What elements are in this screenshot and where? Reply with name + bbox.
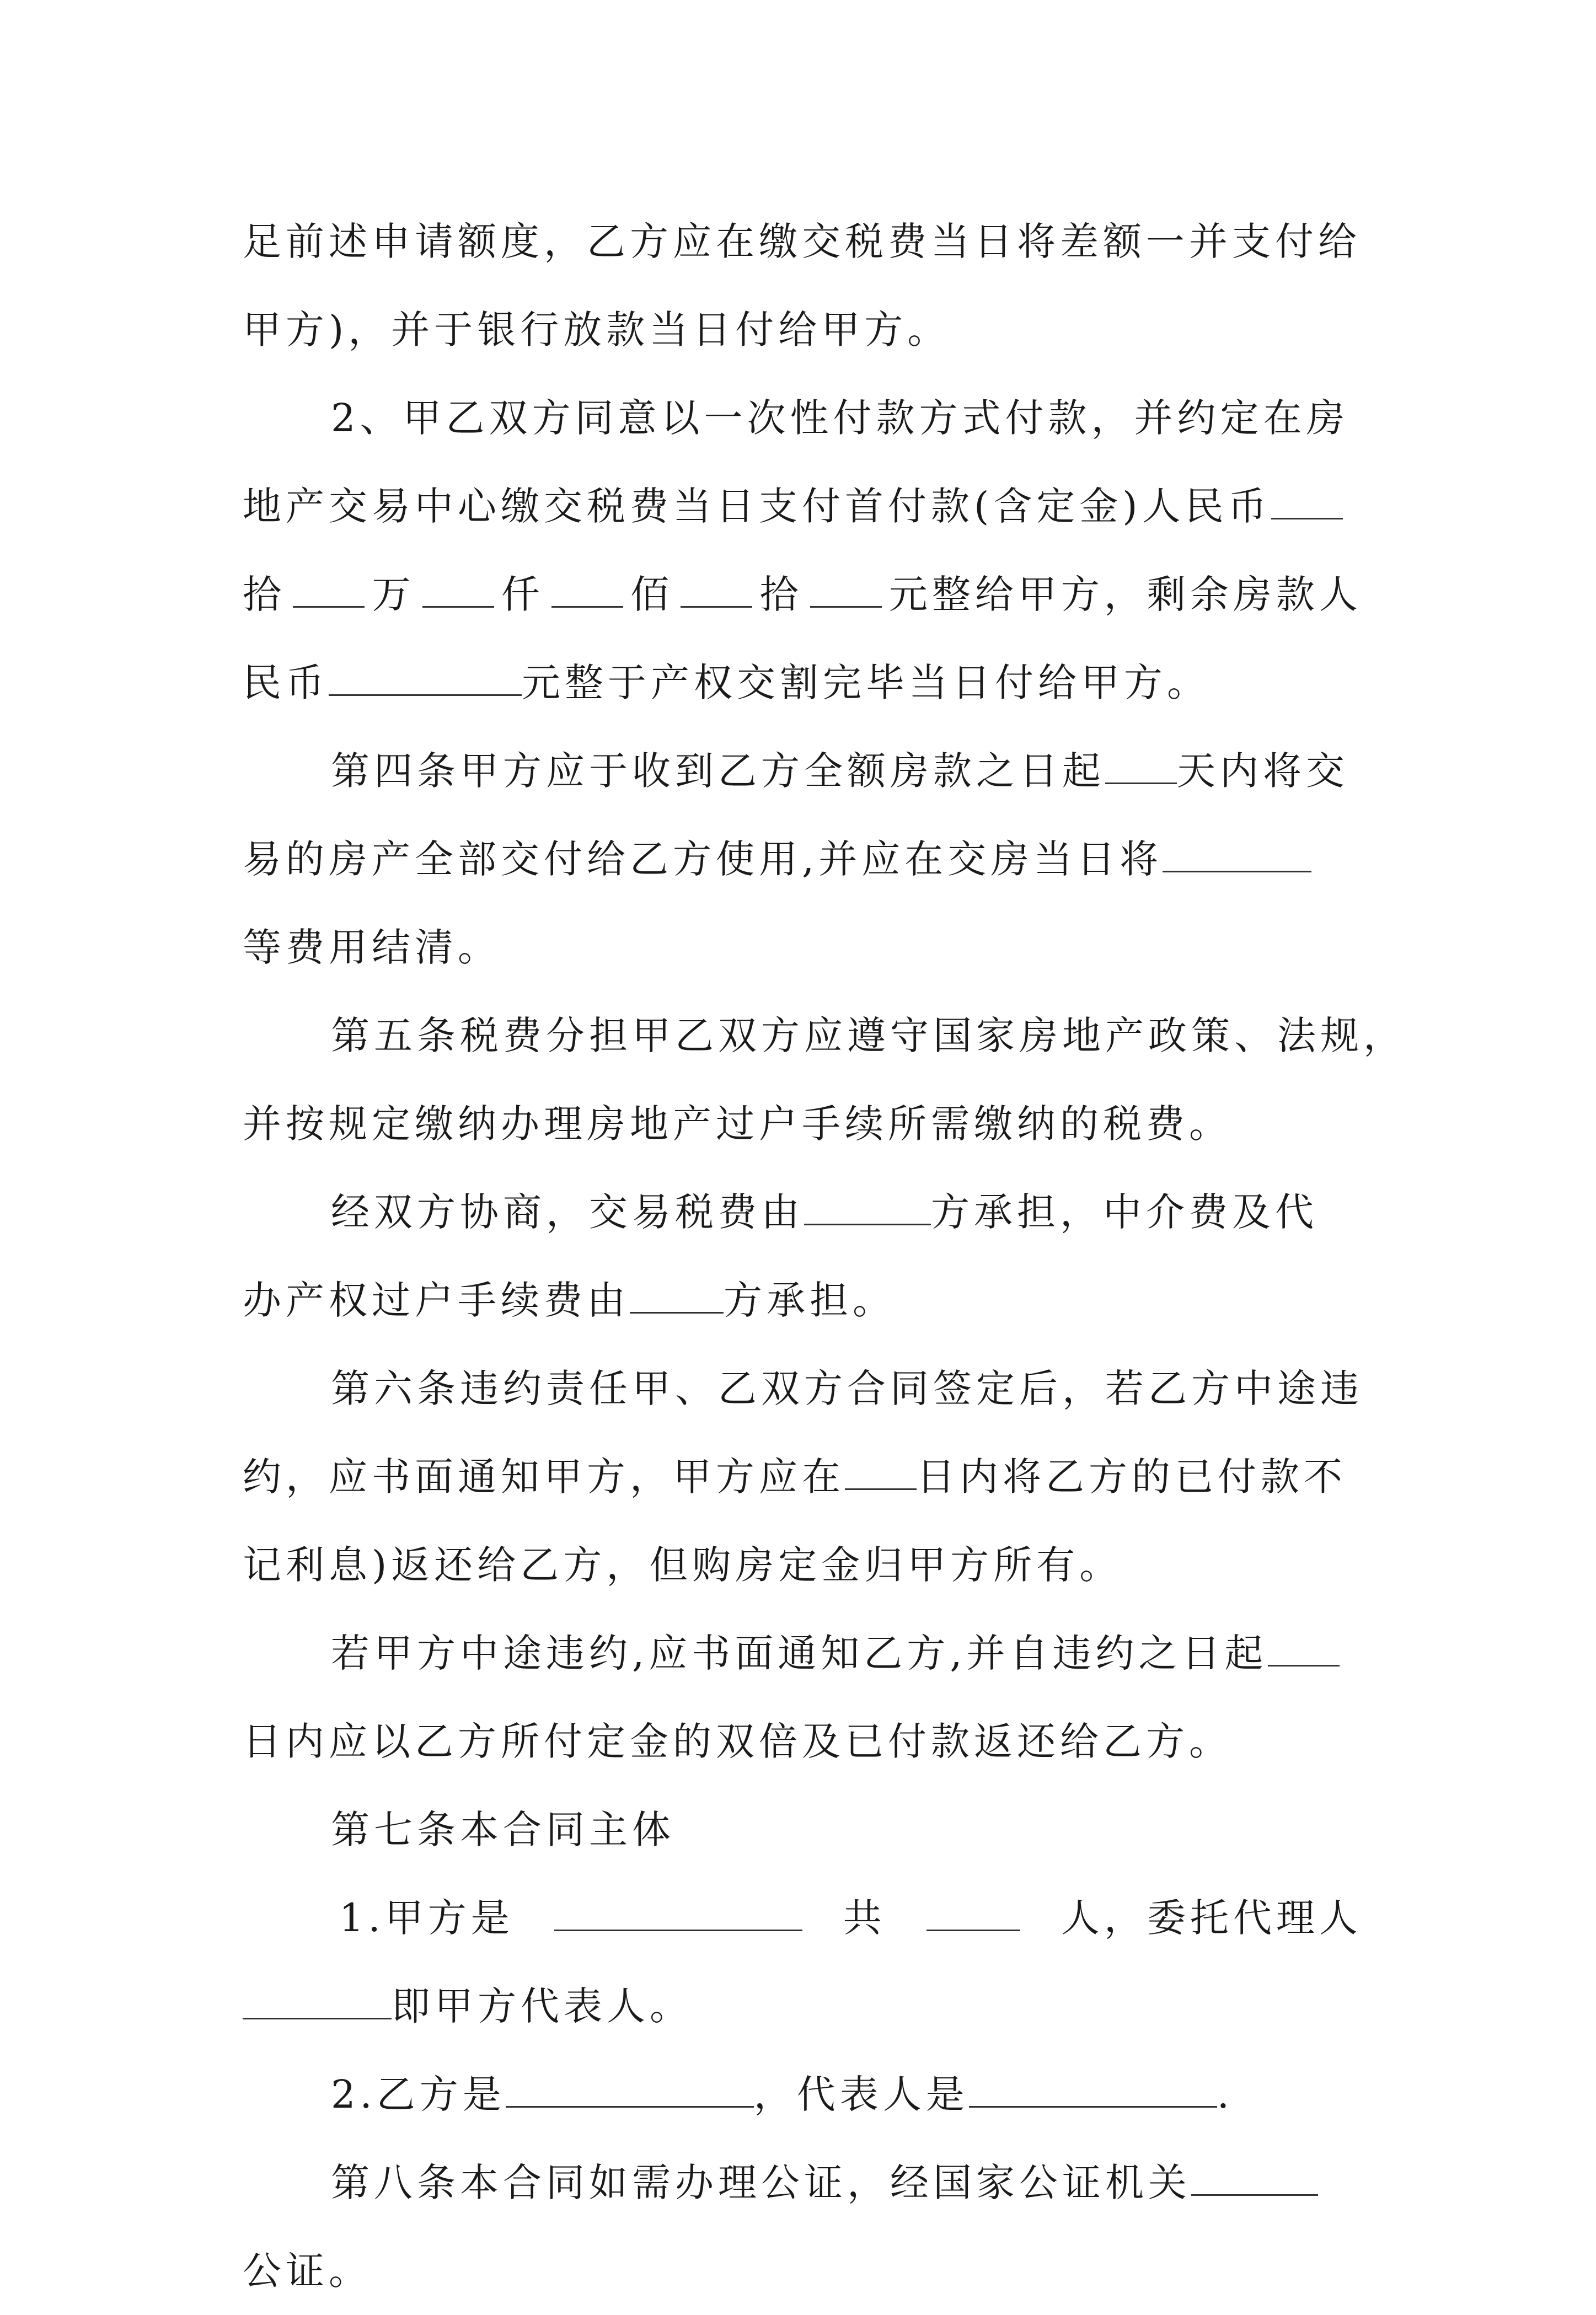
paragraph-text: 2.乙方是 bbox=[331, 2072, 506, 2117]
text-line bbox=[243, 1344, 1362, 1433]
text-line bbox=[243, 550, 1362, 639]
section-heading bbox=[243, 1786, 1362, 1874]
text-line bbox=[243, 2139, 1362, 2227]
text-line bbox=[243, 903, 1362, 992]
paragraph-text: 即甲方代表人。 bbox=[392, 1984, 693, 2029]
paragraph-text: 记利息)返还给乙方，但购房定金归甲方所有。 bbox=[243, 1542, 1123, 1588]
fill-in-blank[interactable] bbox=[1271, 485, 1343, 519]
text-line bbox=[243, 992, 1406, 1080]
paragraph-text: 日内应以乙方所付定金的双倍及已付款返还给乙方。 bbox=[243, 1719, 1232, 1764]
paragraph-text: 办产权过户手续费由 bbox=[243, 1278, 630, 1323]
text-line bbox=[243, 1256, 1362, 1344]
paragraph-text: . bbox=[1217, 2072, 1234, 2117]
paragraph-text: 方承担。 bbox=[724, 1278, 896, 1323]
paragraph-text: 等费用结清。 bbox=[243, 925, 501, 970]
fill-in-blank[interactable] bbox=[804, 1191, 931, 1225]
text-line bbox=[243, 1168, 1362, 1256]
amount-unit: 拾 bbox=[759, 572, 803, 617]
fill-in-blank[interactable] bbox=[422, 573, 494, 608]
fill-in-blank[interactable] bbox=[926, 1896, 1020, 1931]
paragraph-text: 地产交易中心缴交税费当日支付首付款(含定金)人民币 bbox=[243, 484, 1271, 529]
fill-in-blank[interactable] bbox=[551, 573, 623, 608]
paragraph-text: 公证。 bbox=[243, 2248, 372, 2293]
paragraph-text: 并按规定缴纳办理房地产过户手续所需缴纳的税费。 bbox=[243, 1101, 1232, 1146]
fill-in-blank[interactable] bbox=[293, 573, 365, 608]
fill-in-blank[interactable] bbox=[1105, 749, 1177, 784]
paragraph-text: 易的房产全部交付给乙方使用,并应在交房当日将 bbox=[243, 837, 1163, 882]
paragraph-text: ，代表人是 bbox=[753, 2072, 969, 2117]
text-line bbox=[243, 1874, 1362, 1962]
paragraph-text: 若甲方中途违约,应书面通知乙方,并自违约之日起 bbox=[331, 1631, 1268, 1676]
contract-body bbox=[243, 197, 1406, 2315]
fill-in-blank[interactable] bbox=[630, 1279, 724, 1314]
fill-in-blank[interactable] bbox=[243, 1985, 392, 2019]
text-line bbox=[243, 1697, 1362, 1786]
fill-in-blank[interactable] bbox=[810, 573, 882, 608]
paragraph-text: 第四条甲方应于收到乙方全额房款之日起 bbox=[331, 748, 1105, 794]
amount-unit: 万 bbox=[372, 572, 415, 617]
text-line bbox=[243, 1080, 1362, 1168]
paragraph-text: 方承担，中介费及代 bbox=[931, 1189, 1318, 1235]
text-line bbox=[243, 197, 1362, 286]
text-line bbox=[243, 462, 1362, 550]
fill-in-blank[interactable] bbox=[1191, 2161, 1318, 2196]
text-line bbox=[243, 2227, 1362, 2315]
paragraph-text: 元整于产权交割完毕当日付给甲方。 bbox=[522, 660, 1210, 705]
text-line bbox=[243, 374, 1362, 462]
fill-in-blank[interactable] bbox=[969, 2073, 1217, 2108]
paragraph-text: 第六条违约责任甲、乙双方合同签定后，若乙方中途违 bbox=[331, 1366, 1363, 1411]
fill-in-blank[interactable] bbox=[845, 1455, 917, 1490]
text-line bbox=[243, 2050, 1362, 2139]
text-line bbox=[243, 1609, 1362, 1697]
fill-in-blank[interactable] bbox=[329, 661, 522, 696]
paragraph-text: 共 bbox=[843, 1895, 886, 1941]
amount-unit: 拾 bbox=[243, 572, 286, 617]
text-line bbox=[243, 639, 1362, 727]
paragraph-text: 足前述申请额度，乙方应在缴交税费当日将差额一并支付给 bbox=[243, 219, 1361, 264]
text-line bbox=[243, 815, 1362, 903]
paragraph-text: 2、甲乙双方同意以一次性付款方式付款，并约定在房 bbox=[331, 395, 1349, 441]
text-line bbox=[243, 286, 1362, 374]
fill-in-blank[interactable] bbox=[1163, 838, 1311, 872]
paragraph-text: 第八条本合同如需办理公证，经国家公证机关 bbox=[331, 2160, 1191, 2205]
paragraph-text: 经双方协商，交易税费由 bbox=[331, 1189, 804, 1235]
paragraph-text: 民币 bbox=[243, 660, 329, 705]
paragraph-text: 第五条税费分担甲乙双方应遵守国家房地产政策、法规， bbox=[331, 1013, 1406, 1058]
fill-in-blank[interactable] bbox=[1268, 1632, 1340, 1666]
paragraph-text: 天内将交 bbox=[1177, 748, 1349, 794]
paragraph-text: 元整给甲方，剩余房款人 bbox=[888, 572, 1362, 617]
text-line bbox=[243, 727, 1362, 815]
amount-unit: 仟 bbox=[501, 572, 544, 617]
paragraph-text: 人，委托代理人 bbox=[1061, 1895, 1362, 1941]
paragraph-text: 日内将乙方的已付款不 bbox=[917, 1454, 1347, 1499]
fill-in-blank[interactable] bbox=[506, 2073, 754, 2108]
text-line bbox=[243, 1962, 1362, 2050]
fill-in-blank[interactable] bbox=[554, 1896, 802, 1931]
paragraph-text: 约，应书面通知甲方，甲方应在 bbox=[243, 1454, 845, 1499]
text-line bbox=[243, 1521, 1362, 1609]
paragraph-text: 甲方)，并于银行放款当日付给甲方。 bbox=[243, 307, 951, 352]
paragraph-text: 第七条本合同主体 bbox=[331, 1807, 675, 1852]
fill-in-blank[interactable] bbox=[681, 573, 752, 608]
amount-unit: 佰 bbox=[630, 572, 674, 617]
text-line bbox=[243, 1433, 1362, 1521]
paragraph-text: 1.甲方是 bbox=[339, 1895, 514, 1941]
